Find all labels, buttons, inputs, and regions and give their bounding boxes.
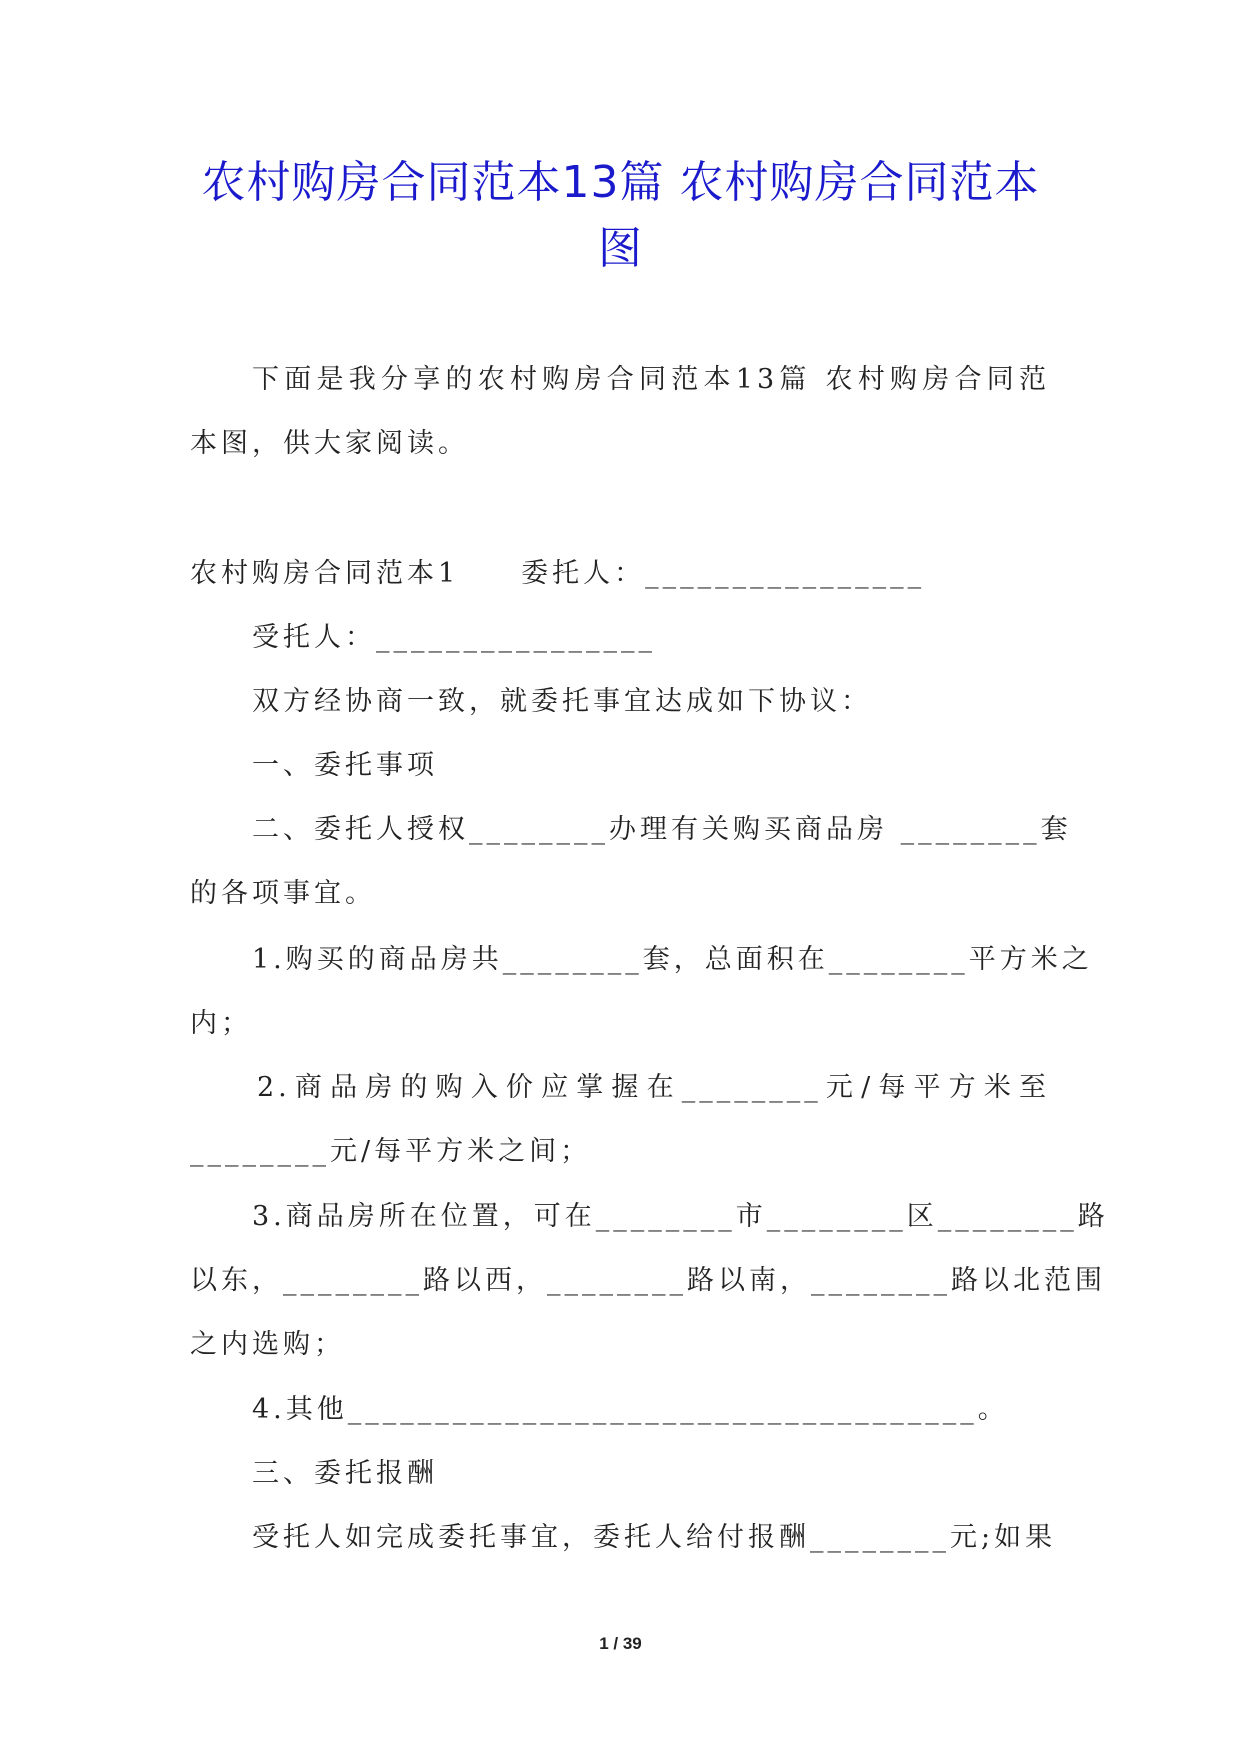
paragraph: 的各项事宜。 [190, 878, 376, 909]
page-number: 1 / 39 [599, 1634, 642, 1653]
paragraph: 2.商品房的购入价应掌握在________元/每平方米至 [257, 1072, 1050, 1103]
title-line-1: 农村购房合同范本13篇 农村购房合同范本 [201, 157, 1040, 208]
intro-line-1: 下面是我分享的农村购房合同范本13篇 农村购房合同范 [252, 364, 1050, 395]
paragraph: 3.商品房所在位置，可在________市________区________路 [252, 1201, 1109, 1232]
paragraph: 三、委托报酬 [252, 1458, 438, 1489]
paragraph: 受托人：________________ [252, 622, 656, 653]
section-heading-contract-1: 农村购房合同范本1 委托人：________________ [190, 558, 926, 589]
paragraph: 1.购买的商品房共________套，总面积在________平方米之 [252, 944, 1093, 975]
paragraph: 受托人如完成委托事宜，委托人给付报酬________元;如果 [252, 1522, 1057, 1553]
paragraph: 内； [190, 1008, 252, 1039]
paragraph: ________元/每平方米之间； [190, 1136, 592, 1167]
paragraph: 4.其他____________________________________。 [252, 1394, 1009, 1425]
intro-line-2: 本图，供大家阅读。 [190, 428, 469, 459]
paragraph: 二、委托人授权________办理有关购买商品房 ________套 [252, 814, 1072, 845]
paragraph: 之内选购； [190, 1329, 345, 1360]
paragraph: 一、委托事项 [252, 750, 438, 781]
title-line-2: 图 [598, 223, 643, 274]
paragraph: 以东，________路以西，________路以南，________路以北范围 [190, 1265, 1106, 1296]
paragraph: 双方经协商一致，就委托事宜达成如下协议： [252, 686, 872, 717]
document-title [180, 150, 1061, 282]
